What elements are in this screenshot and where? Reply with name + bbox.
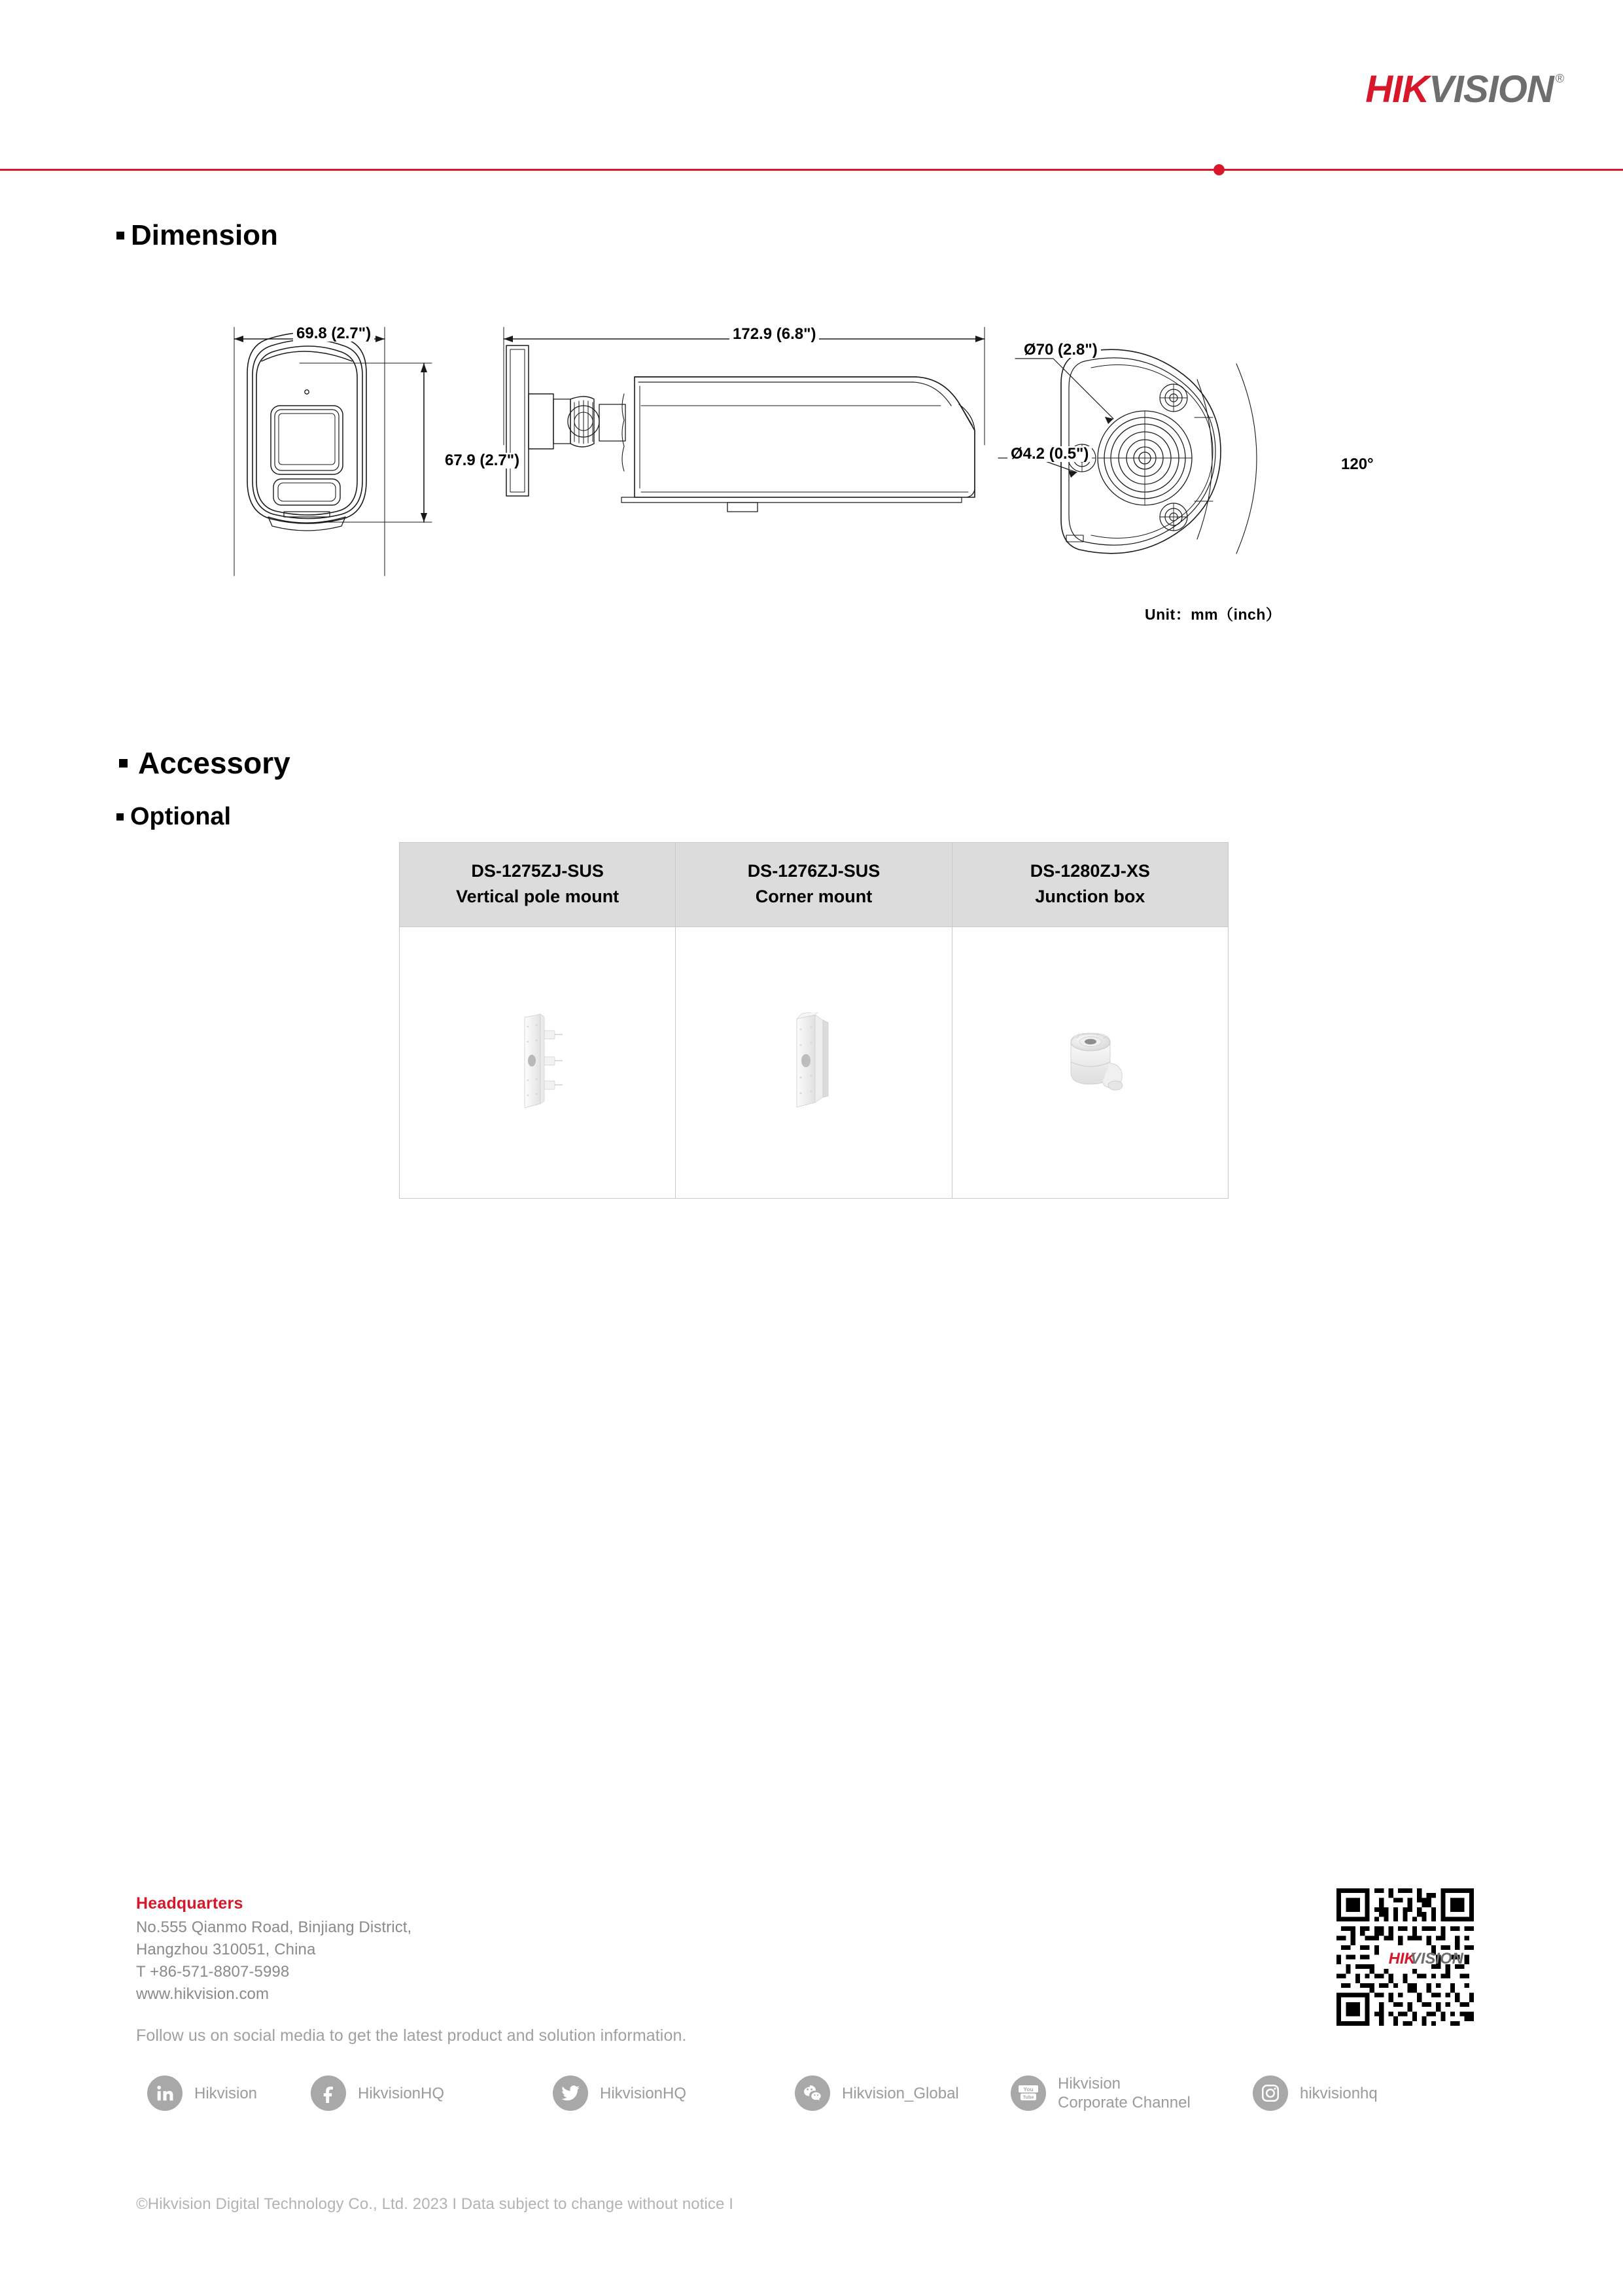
youtube-label-line-2: Corporate Channel — [1058, 2094, 1191, 2112]
social-label-wechat: Hikvision_Global — [842, 2084, 959, 2102]
social-link-twitter[interactable] — [553, 2075, 795, 2111]
camera-technical-drawing — [216, 301, 1459, 609]
svg-text:HIK: HIK — [1388, 1950, 1416, 1968]
page-title — [116, 219, 278, 252]
accessory-table — [399, 842, 1229, 1199]
dimension-label-height: 67.9 (2.7") — [442, 453, 523, 468]
bullet-square-icon — [116, 813, 124, 821]
dimension-label-width: 69.8 (2.7") — [293, 326, 374, 342]
facebook-icon — [311, 2075, 346, 2111]
logo-vision-text: VISION — [1429, 68, 1554, 111]
social-label-instagram: hikvisionhq — [1300, 2084, 1378, 2102]
junction-box-image — [1047, 1025, 1132, 1097]
social-link-youtube[interactable] — [1011, 2074, 1253, 2113]
vertical-pole-mount-image — [508, 1012, 568, 1110]
copyright-text: ©Hikvision Digital Technology Co., Ltd. 2023 I Data subject to change without notice I — [136, 2195, 734, 2213]
svg-text:VISION: VISION — [1410, 1950, 1463, 1968]
social-links-row — [147, 2074, 1378, 2113]
optional-heading-label: Optional — [130, 803, 232, 830]
logo-hik-text: HIK — [1365, 68, 1429, 111]
accessory-model-2: DS-1280ZJ-XS — [1030, 861, 1150, 881]
follow-us-text: Follow us on social media to get the latest product and solution information. — [136, 2026, 687, 2045]
registered-mark: ® — [1555, 72, 1564, 85]
accessory-header-cell-2 — [952, 843, 1228, 927]
address-line-2: Hangzhou 310051, China — [136, 1941, 316, 1959]
qr-code-image — [1336, 1888, 1474, 2026]
accessory-image-cell-0 — [400, 927, 676, 1199]
social-label-youtube — [1058, 2074, 1191, 2113]
social-link-linkedin[interactable] — [147, 2075, 311, 2111]
accessory-header-cell-1 — [676, 843, 952, 927]
dimension-label-length: 172.9 (6.8") — [729, 327, 819, 342]
table-header-row — [400, 843, 1229, 927]
social-link-facebook[interactable] — [311, 2075, 553, 2111]
accessory-model-0: DS-1275ZJ-SUS — [471, 861, 604, 881]
bullet-square-icon — [116, 232, 124, 239]
accessory-heading-label: Accessory — [138, 746, 290, 780]
youtube-label-line-1: Hikvision — [1058, 2075, 1121, 2093]
accessory-name-1: Corner mount — [755, 887, 873, 907]
social-label-twitter: HikvisionHQ — [600, 2084, 687, 2102]
social-label-linkedin: Hikvision — [194, 2084, 258, 2102]
svg-text:You: You — [1023, 2086, 1034, 2093]
dimension-label-angle: 120° — [1338, 457, 1377, 472]
dimension-label-mount-diameter: Ø70 (2.8") — [1021, 342, 1101, 358]
header-accent-dot — [1213, 164, 1225, 175]
optional-heading — [116, 803, 231, 831]
header-divider — [0, 169, 1623, 171]
svg-text:Tube: Tube — [1022, 2094, 1034, 2100]
address-line-1: No.555 Qianmo Road, Binjiang District, — [136, 1918, 412, 1936]
twitter-icon — [553, 2075, 588, 2111]
bullet-square-icon — [119, 759, 128, 768]
accessory-model-1: DS-1276ZJ-SUS — [747, 861, 881, 881]
hikvision-logo — [1365, 68, 1564, 111]
instagram-icon — [1253, 2075, 1288, 2111]
social-link-wechat[interactable] — [795, 2075, 1011, 2111]
youtube-icon — [1011, 2075, 1046, 2111]
headquarters-block — [136, 1894, 411, 2005]
unit-note: Unit：mm（inch） — [1145, 606, 1282, 623]
social-label-facebook: HikvisionHQ — [358, 2084, 445, 2102]
dimension-label-hole-diameter: Ø4.2 (0.5") — [1007, 446, 1092, 462]
accessory-name-0: Vertical pole mount — [456, 887, 620, 907]
website-url[interactable]: www.hikvision.com — [136, 1985, 270, 2004]
table-row — [400, 927, 1229, 1199]
accessory-image-cell-1 — [676, 927, 952, 1199]
accessory-image-cell-2 — [952, 927, 1228, 1199]
accessory-header-cell-0 — [400, 843, 676, 927]
dimension-diagram — [216, 301, 1459, 609]
phone-number: T +86-571-8807-5998 — [136, 1963, 290, 1981]
social-link-instagram[interactable] — [1253, 2075, 1378, 2111]
qr-code — [1336, 1888, 1474, 2026]
wechat-icon — [795, 2075, 830, 2111]
accessory-name-2: Junction box — [1035, 887, 1145, 907]
headquarters-title: Headquarters — [136, 1894, 243, 1913]
linkedin-icon — [147, 2075, 183, 2111]
accessory-heading — [119, 745, 290, 781]
corner-mount-image — [782, 1012, 845, 1110]
dimension-heading-label: Dimension — [131, 219, 278, 251]
